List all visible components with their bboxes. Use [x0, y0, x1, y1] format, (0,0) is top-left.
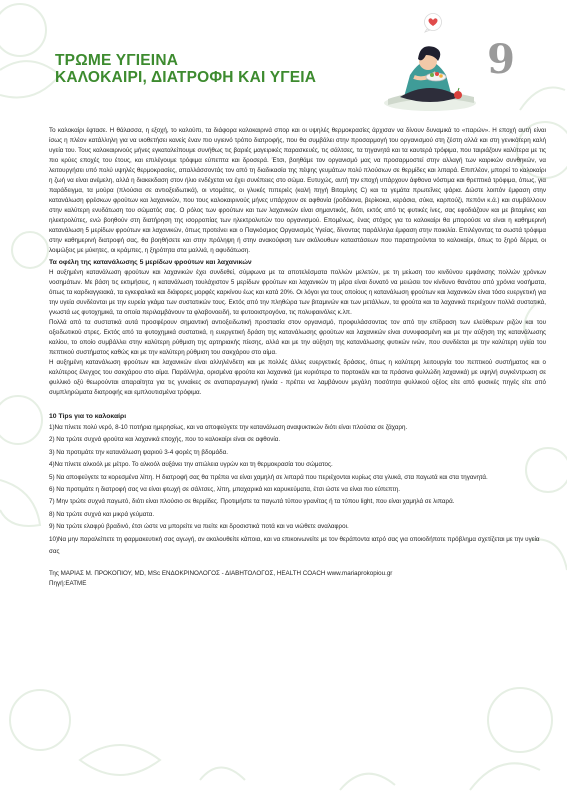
tip-item: 10)Να μην παραλείπετε τη φαρμακευτική σας αγωγή, αν ακολουθείτε κάποια, και να επικοινωνείτε με τον θεράποντα ιατρό σας για οποιοδήποτε πρόβλημα σχετίζεται με την υγεία σας	[49, 535, 540, 556]
tip-item: 5) Να αποφεύγετε τα κορεσμένα λίπη. Η διατροφή σας θα πρέπει να είναι χαμηλή σε λιπαρά που περιέχονται κυρίως στα γλυκά, στα παγωτά και στα τηγανητά.	[49, 473, 488, 481]
tip-item: 7) Μην τρώτε συχνά παγωτό, διότι είναι πλούσιο σε θερμίδες. Προτιμήστε τα παγωτά τύπου γρανίτας ή τα τύπου light, που είναι χαμηλά σε λιπαρά.	[49, 498, 455, 506]
tip-item: 6) Να προτιμάτε η διατροφή σας να είναι φτωχή σε σάλτσες, λίπη, μπαχαρικά και καρυκεύματα, έτσι ώστε να είναι πιο εύπεπτη.	[49, 486, 401, 494]
tip-item: 1)Να πίνετε πολύ νερό, 8-10 ποτήρια ημερησίως, και να αποφεύγετε την κατανάλωση αναψυκτικών διότι είναι πλούσια σε ζάχαρη.	[49, 424, 408, 431]
tip-item: 9) Να τρώτε ελαφρύ βραδινό, έτσι ώστε να μπορείτε να πιείτε και δροσιστικά ποτά και να νιώθετε αναλαφροι.	[49, 523, 349, 531]
tip-item: 2) Να τρώτε συχνά φρούτα και λαχανικά εποχής, που το καλοκαίρι είναι σε αφθονία.	[49, 436, 281, 444]
benefits-heading: Τα οφέλη της κατανάλωσης 5 μερίδων φρούτων και λαχανικών	[49, 259, 252, 266]
benefits-paragraph-2: Πολλά από τα συστατικά αυτά προσφέρουν σημαντική αντιοξειδωτική προστασία στον οργανισμό, προφυλάσσοντας τον από την επίδραση των ελεύθερων ριζών και του οξειδωτικού στρες. Εκτός από τα φυτοχημικά συστατικά, η ευεργετική δράση της κατανάλωσης φρούτων και λαχανικών είναι συνυφασμένη και με την αύξηση της κατανάλωσης καλίου, το οποίο συμβάλλει στην καλύτερη ρύθμιση της αρτηριακής πίεσης, αλλά και με την αύξηση της κατανάλωσης φυτικών ινών, που συνδέεται με την καλύτερη υγεία του πεπτικού συστήματος καθώς και με την καλύτερη ρύθμιση του σακχάρου στο αίμα.	[49, 319, 546, 356]
title-line-1: ΤΡΩΜΕ ΥΓΙΕΙΝΑ	[55, 52, 179, 69]
tip-item: 8) Να τρώτε συχνά και μικρά γεύματα.	[49, 510, 155, 518]
heart-speech-bubble-icon	[422, 13, 444, 33]
author-credit: Της ΜΑΡΙΑΣ Μ. ΠΡΟΚΟΠΙΟΥ, MD, MSc ΕΝΔΟΚΡΙΝΟΛΟΓΟΣ - ΔΙΑΒΗΤΟΛΟΓΟΣ, HEALTH COACH www.mariaprokopiou.gr	[49, 570, 393, 578]
title-line-2: ΚΑΛΟΚΑΙΡΙ, ΔΙΑΤΡΟΦΗ ΚΑΙ ΥΓΕΙΑ	[55, 69, 317, 86]
intro-paragraph: Το καλοκαίρι έφτασε. Η θάλασσα, η εξοχή, το καλούπι, τα διάφορα καλοκαιρινά σπορ και οι υψηλές θερμοκρασίες άρχισαν να δίνουν δυναμικά το «παρών». Η εποχή αυτή είναι ίσως η πλέον κατάλληλη για να υιοθετήσει κανείς έναν πιο υγιεινό τρόπο διατροφής, που θα συμβάλει στην προσαρμογή του οργανισμού στη ζέστη αλλά και στη γενικότερη καλή υγεία του. Τους καλοκαιρινούς μήνες εγκαταλείπουμε συνήθως τις βαριές μαγειρικές παρασκευές, τις σάλτσες, τα τηγανητά και τα καυτερά τρόφιμα, που ταιριάζουν καλύτερα με τις πιο κρύες εποχές του έτους, και επιλέγουμε τρόφιμα εύπεπτα και δροσερά. Έτσι, βοηθάμε τον οργανισμό μας να προσαρμοστεί στην αλλαγή των καιρικών συνθηκών, να λειτουργήσει υπό πολύ υψηλές θερμοκρασίες, απαλλάσσοντάς τον από τη διαδικασία της πέψης γευμάτων πολύ πλούσιων σε θερμίδες και λιπαρά. Επιπλέον, μπορεί το καλοκαίρι η ζωή να είναι ανέμελη, αλλά η διακεκδαση στον ήλιο ενδέχεται να έχει συνέπειες στο σώμα. Ευτυχώς, αυτή την εποχή υπάρχουν άφθονα νόστιμα και θρεπτικά τρόφιμα, όπως, για παράδειγμα, τα μούρα (πλούσια σε αντιοξειδωτικά), οι ντομάτες, οι γλυκές πιπεριές (καλή πηγή Βιταμίνης C) και τα γεμάτα πρωτεΐνες ψάρια. Δώστε λοιπόν έμφαση στην κατανάλωση φρέσκων φρούτων και λαχανικών, που τους καλοκαιρινούς μήνες υπάρχουν σε αφθονία (ροδάκινα, βερίκοκα, κεράσια, σύκα, καρπούζι, πεπόνι κ.ά.) και συμβάλλουν στην καλύτερη ενυδάτωση του σώματός σας. Ο ρόλος των φρούτων και των λαχανικών είναι σημαντικός, διότι, εκτός από τις φυτικές ίνες, σας εφοδιάζουν και με βιταμίνες και ηλεκτρολύτες, ενώ βοηθούν στη διατήρηση της ισορροπίας των ηλεκτρολυτών του οργανισμού. Επομένως, ένας στόχος για το καλοκαίρι θα μπορούσε να είναι η καθημερινή κατανάλωση 5 μερίδων φρούτων και λαχανικών, όπως προτείνει και ο Παγκόσμιος Οργανισμός Υγείας, δίνοντας παράλληλα έμφαση στην ποικιλία. Επιλέγοντας τα σωστά τρόφιμα στην καθημερινή διατροφή σας, θα βοηθήσετε και στην πρόληψη ή στην ανακούφιση των ακόλουθων καταστάσεων που παρατηρούνται το καλοκαίρι, όπως το ξηρό δέρμα, οι λοιμώξεις με μύκητες, οι κράμπες, η ξηρότητα στα μαλλιά, η αφυδάτωση.	[49, 127, 546, 254]
tips-heading: 10 Tips για το καλοκαίρι	[49, 413, 127, 420]
tip-item: 3) Να προτιμάτε την κατανάλωση ψαριού 3-4 φορές τη βδομάδα.	[49, 448, 228, 456]
tip-item: 4)Να πίνετε αλκοόλ με μέτρο. Το αλκοόλ αυξάνει την απώλεια υγρών και τη θερμοκρασία του σώματος.	[49, 461, 333, 469]
source-credit: Πηγή:ΕΑΤΜΕ	[49, 580, 87, 588]
page-number: 9	[487, 36, 515, 83]
benefits-paragraph-1: Η αυξημένη κατανάλωση φρούτων και λαχανικών έχει συνδεθεί, σύμφωνα με τα αποτελέσματα πολλών μελετών, με τη μείωση του κινδύνου εμφάνισης πολλών χρόνιων νοσημάτων. Με βάση τις εκτιμήσεις, η κατανάλωση τουλάχιστον 5 μερίδων φρούτων και λαχανικών τη μέρα είναι δυνατό να μειώσει τον κίνδυνο θανάτου από χρόνια νοσήματα, όπως τα καρδιαγγειακά, τα εγκεφαλικά και διάφορες μορφές καρκίνου έως και κατά 20%. Οι λόγοι για τους οποίους η κατανάλωση φρούτων και λαχανικών είναι τόσο ευεργετική για την υγεία συνδέονται με την ευρεία γκάμα των συστατικών τους. Εκτός από την πληθώρα των βιταμινών και των μετάλλων, τα φρούτα και τα λαχανικά περιέχουν πολλά συστατικά, γνωστά ως φυτοχημικά, τα οποία περιλαμβάνουν τα φλαβονοειδή, τα φυτοοιστρογόνα, τις πολυφαινόλες κ.λπ.	[49, 269, 546, 316]
benefits-paragraph-3: Η αυξημένη κατανάλωση φρούτων και λαχανικών είναι αλληλένδετη και με πολλές άλλες ευεργετικές δράσεις, όπως η καλύτερη λειτουργία του πεπτικού συστήματος και ο καλύτερος έλεγχος του σακχάρου στο αίμα. Παράλληλα, ορισμένα φρούτα και λαχανικά (με κυριότερα το πορτοκάλι και τα πράσινα φυλλώδη λαχανικά) με υψηλή συγκέντρωση σε φυλλικό οξύ θεωρούνται απαραίτητα για τις γυναίκες σε αναπαραγωγική ηλικία - πρέπει να λαμβάνουν μεγάλη ποσότητα φυλλικού οξέος είτε από φυσικές πηγές είτε από συμπληρώματα διατροφής και εμπλουτισμένα τρόφιμα.	[49, 359, 546, 396]
page-title	[55, 52, 385, 86]
article-body	[49, 126, 546, 589]
